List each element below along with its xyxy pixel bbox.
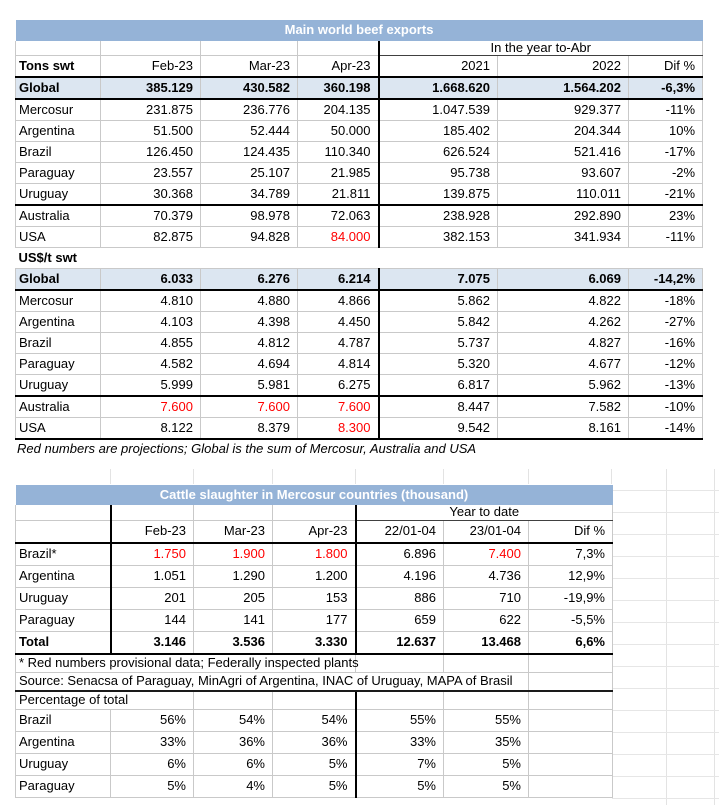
column-header: Apr-23 bbox=[298, 56, 379, 78]
row-label: Argentina bbox=[16, 121, 101, 142]
value-cell: 886 bbox=[356, 588, 444, 610]
value-cell: 4.736 bbox=[444, 566, 529, 588]
table-row bbox=[16, 610, 613, 632]
value-cell: 4.810 bbox=[101, 290, 201, 312]
cell bbox=[16, 505, 111, 521]
value-cell: 33% bbox=[111, 732, 194, 754]
value-cell: 110.011 bbox=[498, 184, 629, 206]
table-row bbox=[16, 290, 703, 312]
column-header: 22/01-04 bbox=[356, 521, 444, 544]
row-label: Mercosur bbox=[16, 99, 101, 121]
value-cell: 238.928 bbox=[379, 205, 498, 227]
value-cell: 93.607 bbox=[498, 163, 629, 184]
value-cell: 5.842 bbox=[379, 312, 498, 333]
row-label: Argentina bbox=[16, 732, 111, 754]
value-cell: 54% bbox=[273, 710, 356, 732]
value-cell: 52.444 bbox=[201, 121, 298, 142]
table-row bbox=[16, 248, 703, 269]
value-cell: 659 bbox=[356, 610, 444, 632]
value-cell: 5.862 bbox=[379, 290, 498, 312]
row-label: Paraguay bbox=[16, 776, 111, 798]
value-cell: 55% bbox=[356, 710, 444, 732]
cell bbox=[529, 691, 613, 710]
value-cell: 929.377 bbox=[498, 99, 629, 121]
value-cell: 6.276 bbox=[201, 269, 298, 291]
column-header bbox=[16, 521, 111, 544]
table2-title: Cattle slaughter in Mercosur countries (thousand) bbox=[16, 485, 613, 505]
row-label: Paraguay bbox=[16, 354, 101, 375]
value-cell: 84.000 bbox=[298, 227, 379, 248]
table1-body bbox=[16, 77, 703, 439]
cell bbox=[201, 41, 298, 56]
table1-header-row bbox=[16, 56, 703, 78]
value-cell: 6.817 bbox=[379, 375, 498, 397]
value-cell: -14% bbox=[629, 418, 703, 440]
value-cell: 382.153 bbox=[379, 227, 498, 248]
value-cell: 7.400 bbox=[444, 543, 529, 566]
value-cell: 55% bbox=[444, 710, 529, 732]
value-cell: 177 bbox=[273, 610, 356, 632]
table2-body bbox=[16, 543, 613, 798]
value-cell: 185.402 bbox=[379, 121, 498, 142]
value-cell: -21% bbox=[629, 184, 703, 206]
value-cell: 4.812 bbox=[201, 333, 298, 354]
value-cell: 4.103 bbox=[101, 312, 201, 333]
table-row bbox=[16, 543, 613, 566]
value-cell: 292.890 bbox=[498, 205, 629, 227]
table-note: * Red numbers provisional data; Federally inspected plants bbox=[16, 654, 356, 673]
value-cell: -19,9% bbox=[529, 588, 613, 610]
cell bbox=[273, 505, 356, 521]
value-cell: 5.962 bbox=[498, 375, 629, 397]
value-cell: 126.450 bbox=[101, 142, 201, 163]
value-cell: 4.855 bbox=[101, 333, 201, 354]
value-cell: 34.789 bbox=[201, 184, 298, 206]
value-cell: 95.738 bbox=[379, 163, 498, 184]
value-cell: 4.582 bbox=[101, 354, 201, 375]
table-row bbox=[16, 333, 703, 354]
value-cell bbox=[529, 732, 613, 754]
value-cell: 5% bbox=[444, 754, 529, 776]
table-row bbox=[16, 312, 703, 333]
cell bbox=[356, 691, 444, 710]
value-cell: -16% bbox=[629, 333, 703, 354]
value-cell: 4.827 bbox=[498, 333, 629, 354]
value-cell: -13% bbox=[629, 375, 703, 397]
table-row bbox=[16, 77, 703, 99]
value-cell: 5.737 bbox=[379, 333, 498, 354]
value-cell: 12.637 bbox=[356, 632, 444, 655]
value-cell: 4.694 bbox=[201, 354, 298, 375]
value-cell: 36% bbox=[273, 732, 356, 754]
table-row bbox=[16, 566, 613, 588]
value-cell: 5.320 bbox=[379, 354, 498, 375]
value-cell: 144 bbox=[111, 610, 194, 632]
row-label: Argentina bbox=[16, 566, 111, 588]
table-row bbox=[16, 396, 703, 418]
table-row bbox=[16, 227, 703, 248]
main-world-beef-exports-table bbox=[15, 20, 703, 440]
value-cell: 231.875 bbox=[101, 99, 201, 121]
table-row bbox=[16, 632, 613, 655]
table2-title-row bbox=[16, 485, 613, 505]
cell bbox=[529, 673, 613, 692]
value-cell: 6.033 bbox=[101, 269, 201, 291]
value-cell: 3.330 bbox=[273, 632, 356, 655]
value-cell bbox=[529, 754, 613, 776]
value-cell: 6% bbox=[194, 754, 273, 776]
row-label: Uruguay bbox=[16, 184, 101, 206]
value-cell: 4.398 bbox=[201, 312, 298, 333]
value-cell: 4% bbox=[194, 776, 273, 798]
column-header: 23/01-04 bbox=[444, 521, 529, 544]
row-label: Brazil bbox=[16, 333, 101, 354]
value-cell: 6.069 bbox=[498, 269, 629, 291]
value-cell: 98.978 bbox=[201, 205, 298, 227]
column-header: Mar-23 bbox=[201, 56, 298, 78]
value-cell: -27% bbox=[629, 312, 703, 333]
value-cell: 8.161 bbox=[498, 418, 629, 440]
table-row bbox=[16, 205, 703, 227]
column-header: Dif % bbox=[629, 56, 703, 78]
value-cell: 1.668.620 bbox=[379, 77, 498, 99]
value-cell: 5% bbox=[273, 754, 356, 776]
value-cell: -11% bbox=[629, 99, 703, 121]
table-row bbox=[16, 269, 703, 291]
table-row bbox=[16, 732, 613, 754]
value-cell: 1.047.539 bbox=[379, 99, 498, 121]
value-cell: -18% bbox=[629, 290, 703, 312]
value-cell: 1.051 bbox=[111, 566, 194, 588]
cell bbox=[529, 654, 613, 673]
cell bbox=[444, 691, 529, 710]
value-cell: 8.379 bbox=[201, 418, 298, 440]
value-cell: 201 bbox=[111, 588, 194, 610]
value-cell: 521.416 bbox=[498, 142, 629, 163]
table-row bbox=[16, 754, 613, 776]
value-cell: 110.340 bbox=[298, 142, 379, 163]
value-cell: 141 bbox=[194, 610, 273, 632]
table2-span-header: Year to date bbox=[356, 505, 613, 521]
table-row bbox=[16, 142, 703, 163]
table-row bbox=[16, 776, 613, 798]
value-cell: -17% bbox=[629, 142, 703, 163]
value-cell: 6.275 bbox=[298, 375, 379, 397]
value-cell: 72.063 bbox=[298, 205, 379, 227]
value-cell: 8.122 bbox=[101, 418, 201, 440]
cattle-slaughter-table bbox=[15, 485, 613, 798]
value-cell: 23% bbox=[629, 205, 703, 227]
value-cell: 4.677 bbox=[498, 354, 629, 375]
cell bbox=[111, 505, 194, 521]
column-header: Tons swt bbox=[16, 56, 101, 78]
value-cell: 5.999 bbox=[101, 375, 201, 397]
row-label: Uruguay bbox=[16, 754, 111, 776]
table1-title-row bbox=[16, 20, 703, 41]
table-row bbox=[16, 654, 613, 673]
value-cell: 4.866 bbox=[298, 290, 379, 312]
table-row bbox=[16, 121, 703, 142]
value-cell: 13.468 bbox=[444, 632, 529, 655]
value-cell bbox=[529, 776, 613, 798]
table-row bbox=[16, 588, 613, 610]
value-cell: 35% bbox=[444, 732, 529, 754]
value-cell: 6.896 bbox=[356, 543, 444, 566]
column-header: Feb-23 bbox=[101, 56, 201, 78]
value-cell: 82.875 bbox=[101, 227, 201, 248]
table1-footnote: Red numbers are projections; Global is the sum of Mercosur, Australia and USA bbox=[17, 441, 477, 456]
value-cell: 1.200 bbox=[273, 566, 356, 588]
table-row bbox=[16, 99, 703, 121]
value-cell: 23.557 bbox=[101, 163, 201, 184]
value-cell: 10% bbox=[629, 121, 703, 142]
row-label: Australia bbox=[16, 396, 101, 418]
value-cell: 430.582 bbox=[201, 77, 298, 99]
value-cell: 205 bbox=[194, 588, 273, 610]
value-cell: 6,6% bbox=[529, 632, 613, 655]
row-label: Global bbox=[16, 77, 101, 99]
table-row bbox=[16, 354, 703, 375]
table-row bbox=[16, 673, 613, 692]
value-cell: 4.450 bbox=[298, 312, 379, 333]
column-header: 2022 bbox=[498, 56, 629, 78]
value-cell: 385.129 bbox=[101, 77, 201, 99]
row-label: USA bbox=[16, 227, 101, 248]
value-cell: 1.750 bbox=[111, 543, 194, 566]
value-cell: 1.290 bbox=[194, 566, 273, 588]
table2-header-row bbox=[16, 521, 613, 544]
table-note: Source: Senacsa of Paraguay, MinAgri of Argentina, INAC of Uruguay, MAPA of Brasil bbox=[16, 673, 529, 692]
table1-span-row bbox=[16, 41, 703, 56]
value-cell: 6% bbox=[111, 754, 194, 776]
value-cell: 236.776 bbox=[201, 99, 298, 121]
value-cell: 7.600 bbox=[201, 396, 298, 418]
value-cell: 710 bbox=[444, 588, 529, 610]
section-label: US$/t swt bbox=[16, 248, 703, 269]
row-label: Brazil bbox=[16, 710, 111, 732]
value-cell: 622 bbox=[444, 610, 529, 632]
value-cell: 3.536 bbox=[194, 632, 273, 655]
table1-span-header: In the year to-Abr bbox=[379, 41, 703, 56]
row-label: Uruguay bbox=[16, 375, 101, 397]
value-cell: -12% bbox=[629, 354, 703, 375]
cell bbox=[101, 41, 201, 56]
value-cell: 4.787 bbox=[298, 333, 379, 354]
value-cell: 12,9% bbox=[529, 566, 613, 588]
value-cell: 4.880 bbox=[201, 290, 298, 312]
value-cell: 7,3% bbox=[529, 543, 613, 566]
value-cell: 204.135 bbox=[298, 99, 379, 121]
cell bbox=[356, 654, 444, 673]
value-cell: 56% bbox=[111, 710, 194, 732]
value-cell: 54% bbox=[194, 710, 273, 732]
row-label: USA bbox=[16, 418, 101, 440]
row-label: Australia bbox=[16, 205, 101, 227]
value-cell: -14,2% bbox=[629, 269, 703, 291]
value-cell: 4.262 bbox=[498, 312, 629, 333]
value-cell: 5.981 bbox=[201, 375, 298, 397]
table-row bbox=[16, 418, 703, 440]
value-cell: 70.379 bbox=[101, 205, 201, 227]
value-cell: 3.146 bbox=[111, 632, 194, 655]
value-cell: 21.811 bbox=[298, 184, 379, 206]
value-cell: 4.822 bbox=[498, 290, 629, 312]
cell bbox=[273, 691, 356, 710]
column-header: Dif % bbox=[529, 521, 613, 544]
value-cell: 7.582 bbox=[498, 396, 629, 418]
value-cell bbox=[529, 710, 613, 732]
value-cell: 5% bbox=[273, 776, 356, 798]
value-cell: 124.435 bbox=[201, 142, 298, 163]
row-label: Mercosur bbox=[16, 290, 101, 312]
value-cell: 341.934 bbox=[498, 227, 629, 248]
value-cell: 36% bbox=[194, 732, 273, 754]
value-cell: 8.447 bbox=[379, 396, 498, 418]
row-label: Paraguay bbox=[16, 163, 101, 184]
value-cell: -2% bbox=[629, 163, 703, 184]
row-label: Total bbox=[16, 632, 111, 655]
value-cell: 4.196 bbox=[356, 566, 444, 588]
worksheet-gridlines-above bbox=[15, 469, 612, 484]
cell bbox=[194, 691, 273, 710]
row-label: Brazil* bbox=[16, 543, 111, 566]
value-cell: 7% bbox=[356, 754, 444, 776]
section-label: Percentage of total bbox=[16, 691, 194, 710]
value-cell: 204.344 bbox=[498, 121, 629, 142]
value-cell: 50.000 bbox=[298, 121, 379, 142]
table-row bbox=[16, 375, 703, 397]
row-label: Paraguay bbox=[16, 610, 111, 632]
table1-title: Main world beef exports bbox=[16, 20, 703, 41]
value-cell: -6,3% bbox=[629, 77, 703, 99]
value-cell: -10% bbox=[629, 396, 703, 418]
value-cell: 153 bbox=[273, 588, 356, 610]
value-cell: 139.875 bbox=[379, 184, 498, 206]
value-cell: 94.828 bbox=[201, 227, 298, 248]
value-cell: 6.214 bbox=[298, 269, 379, 291]
table-row bbox=[16, 710, 613, 732]
value-cell: 5% bbox=[356, 776, 444, 798]
value-cell: 626.524 bbox=[379, 142, 498, 163]
row-label: Uruguay bbox=[16, 588, 111, 610]
value-cell: 33% bbox=[356, 732, 444, 754]
column-header: Apr-23 bbox=[273, 521, 356, 544]
value-cell: 30.368 bbox=[101, 184, 201, 206]
value-cell: 1.564.202 bbox=[498, 77, 629, 99]
value-cell: 5% bbox=[111, 776, 194, 798]
cell bbox=[194, 505, 273, 521]
column-header: Feb-23 bbox=[111, 521, 194, 544]
table-row bbox=[16, 184, 703, 206]
row-label: Argentina bbox=[16, 312, 101, 333]
table-row bbox=[16, 163, 703, 184]
column-header: Mar-23 bbox=[194, 521, 273, 544]
value-cell: 8.300 bbox=[298, 418, 379, 440]
value-cell: 4.814 bbox=[298, 354, 379, 375]
cell bbox=[298, 41, 379, 56]
value-cell: 25.107 bbox=[201, 163, 298, 184]
value-cell: 1.900 bbox=[194, 543, 273, 566]
value-cell: 7.600 bbox=[101, 396, 201, 418]
value-cell: -11% bbox=[629, 227, 703, 248]
worksheet-gridlines-right bbox=[612, 469, 719, 805]
cell bbox=[444, 654, 529, 673]
value-cell: 7.600 bbox=[298, 396, 379, 418]
column-header: 2021 bbox=[379, 56, 498, 78]
table-row bbox=[16, 691, 613, 710]
table2-span-row bbox=[16, 505, 613, 521]
value-cell: 7.075 bbox=[379, 269, 498, 291]
value-cell: 5% bbox=[444, 776, 529, 798]
value-cell: 21.985 bbox=[298, 163, 379, 184]
value-cell: 360.198 bbox=[298, 77, 379, 99]
value-cell: 51.500 bbox=[101, 121, 201, 142]
value-cell: -5,5% bbox=[529, 610, 613, 632]
value-cell: 9.542 bbox=[379, 418, 498, 440]
value-cell: 1.800 bbox=[273, 543, 356, 566]
row-label: Global bbox=[16, 269, 101, 291]
row-label: Brazil bbox=[16, 142, 101, 163]
cell bbox=[16, 41, 101, 56]
